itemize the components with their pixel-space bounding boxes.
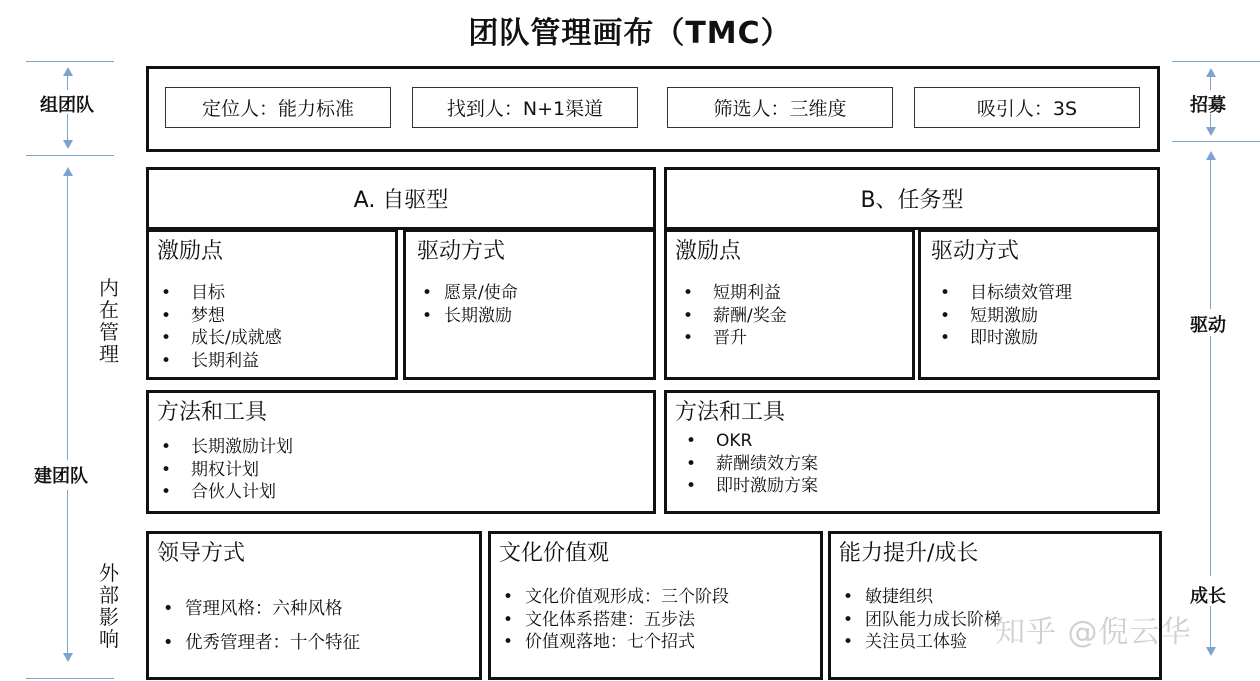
label-external: 外部影响 [99,561,119,651]
label-growth: 成长 [1190,586,1226,607]
capability-cell [828,531,1162,680]
type-a-incentive-cell [146,229,398,380]
cell-title: 驱动方式 [931,239,1020,264]
recruit-tag-position: 定位人：能力标准 [165,87,391,128]
list-item: • 成长/成就感 [159,327,282,350]
arrow-up-icon [63,67,73,76]
list-item: • 梦想 [159,305,282,328]
methods-list [159,436,293,504]
leadership-list [161,592,360,660]
list-item: • 期权计划 [159,459,293,482]
arrow-line [1210,76,1211,90]
divider [26,155,114,156]
list-item: • 关注员工体验 [841,631,1001,654]
list-item: • 即时激励 [938,327,1072,350]
arrow-line [1210,336,1211,576]
cell-title: 方法和工具 [675,400,786,425]
arrow-line [67,114,68,142]
type-b-methods-cell [664,390,1160,514]
arrow-down-icon [1206,127,1216,136]
label-form-team: 组团队 [40,95,94,116]
cell-title: 激励点 [157,239,224,264]
culture-cell [488,531,823,680]
capability-list [841,586,1001,654]
list-item: • 文化体系搭建：五步法 [501,609,729,632]
arrow-line [67,175,68,460]
list-item: • 团队能力成长阶梯 [841,609,1001,632]
type-b-incentive-cell [664,229,915,380]
arrow-up-icon [1206,151,1216,160]
list-item: • 价值观落地：七个招式 [501,631,729,654]
arrow-up-icon [1206,68,1216,77]
arrow-down-icon [63,140,73,149]
list-item: • 管理风格：六种风格 [161,592,360,626]
incentive-list [159,282,282,372]
divider [26,61,114,62]
cell-title: 文化价值观 [499,541,610,566]
divider [1172,61,1260,62]
divider [26,678,114,679]
list-item: • 薪酬/奖金 [681,305,787,328]
list-item: • 短期激励 [938,305,1072,328]
cell-title: 领导方式 [157,541,246,566]
list-item: • 长期激励 [420,305,518,328]
label-drive: 驱动 [1190,315,1226,336]
arrow-down-icon [1206,647,1216,656]
recruit-tag-attract: 吸引人：3S [914,87,1140,128]
list-item: • 目标 [159,282,282,305]
arrow-line [67,490,68,655]
list-item: • 优秀管理者：十个特征 [161,626,360,660]
page-title: 团队管理画布（TMC） [468,16,792,51]
divider [1172,141,1260,142]
arrow-up-icon [63,167,73,176]
incentive-list [681,282,787,350]
leadership-cell [146,531,482,680]
cell-title: 方法和工具 [157,400,268,425]
list-item: • 愿景/使命 [420,282,518,305]
arrow-down-icon [63,653,73,662]
list-item: • 敏捷组织 [841,586,1001,609]
cell-title: 能力提升/成长 [839,541,979,566]
list-item: • 合伙人计划 [159,481,293,504]
list-item: • 长期激励计划 [159,436,293,459]
label-internal: 内在管理 [99,276,119,366]
drive-list [938,282,1072,350]
type-a-drive-cell [403,229,656,380]
drive-list [420,282,518,327]
cell-title: 驱动方式 [417,239,506,264]
list-item: • 即时激励方案 [684,475,818,498]
list-item: • 短期利益 [681,282,787,305]
recruit-tag-screen: 筛选人：三维度 [667,87,893,128]
label-build-team: 建团队 [34,466,88,487]
watermark: 知乎 @倪云华 [995,615,1192,650]
list-item: • 薪酬绩效方案 [684,453,818,476]
type-b-header: B、任务型 [664,167,1160,230]
list-item: • 晋升 [681,327,787,350]
arrow-line [1210,606,1211,649]
arrow-line [67,75,68,90]
recruit-tag-find: 找到人：N+1渠道 [412,87,638,128]
list-item: • OKR [684,430,818,453]
culture-list [501,586,729,654]
label-recruit: 招募 [1190,95,1226,116]
list-item: • 长期利益 [159,350,282,373]
list-item: • 文化价值观形成：三个阶段 [501,586,729,609]
list-item: • 目标绩效管理 [938,282,1072,305]
cell-title: 激励点 [675,239,742,264]
type-a-methods-cell [146,390,656,514]
methods-list [684,430,818,498]
arrow-line [1210,159,1211,309]
type-a-header: A. 自驱型 [146,167,656,230]
type-b-drive-cell [918,229,1160,380]
